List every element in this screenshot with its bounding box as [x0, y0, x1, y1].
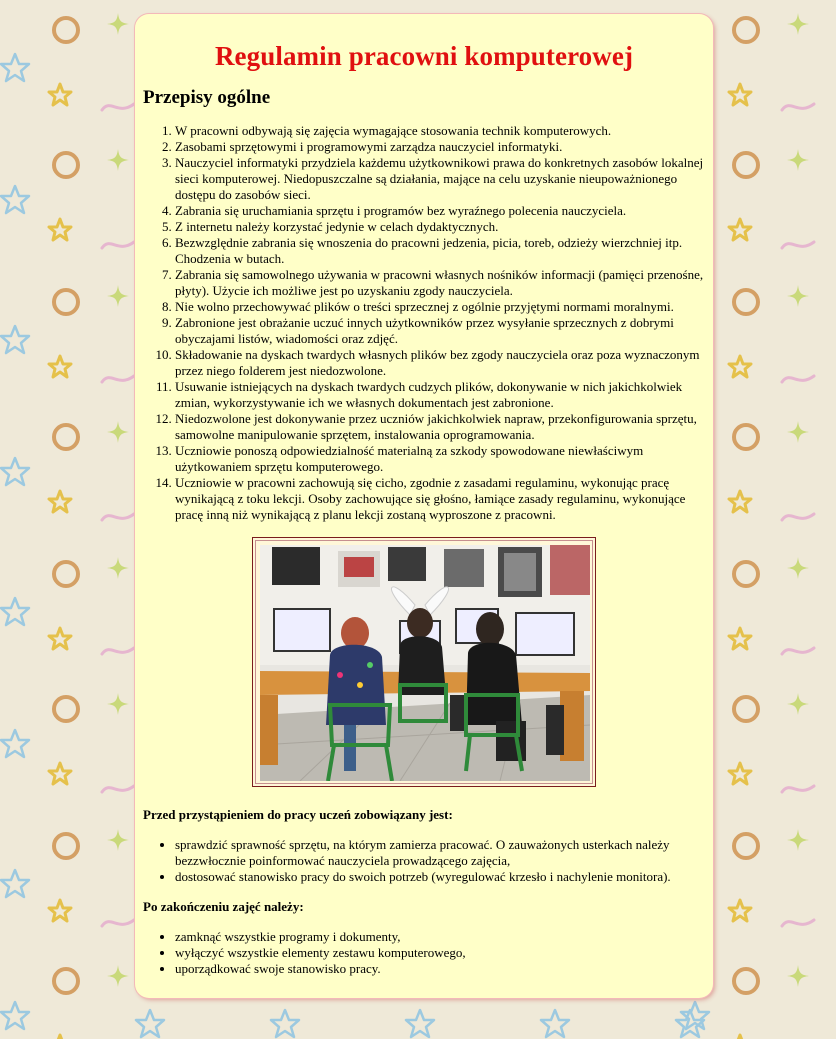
section-heading: Przepisy ogólne — [143, 87, 271, 108]
rule-item: 7. Zabrania się samowolnego używania w pracowni własnych nośników informacji (pamięci przenośne, płyty). Użycie ich możliwe jest po uzyskaniu zgody nauczyciela. — [175, 267, 705, 299]
rule-item: 3. Nauczyciel informatyki przydziela każdemu użytkownikowi prawa do konkretnych zasobów lokalnej sieci komputerowej. Niedopuszczalne są działania, mające na celu uzyskanie nieupoważnionego dostępu do zasobów sieci. — [175, 155, 705, 203]
rule-item: 4. Zabrania się uruchamiania sprzętu i programów bez wyraźnego polecenia nauczyciela. — [175, 203, 705, 219]
content-panel — [135, 14, 713, 998]
list-item: • wyłączyć wszystkie elementy zestawu komputerowego, — [175, 945, 705, 961]
list-item: • zamknąć wszystkie programy i dokumenty, — [175, 929, 705, 945]
list-item: • uporządkować swoje stanowisko pracy. — [175, 961, 705, 977]
rule-item: 6. Bezwzględnie zabrania się wnoszenia do pracowni jedzenia, picia, toreb, odzieży wierzchniej itp. Chodzenia w butach. — [175, 235, 705, 267]
rule-item: 2. Zasobami sprzętowymi i programowymi zarządza nauczyciel informatyki. — [175, 139, 705, 155]
rule-item: 13. Uczniowie ponoszą odpowiedzialność materialną za szkody spowodowane niewłaściwym użytkowaniem sprzętu komputerowego. — [175, 443, 705, 475]
page-title: Regulamin pracowni komputerowej — [214, 41, 634, 71]
rule-item: 1. W pracowni odbywają się zajęcia wymagające stosowania technik komputerowych. — [175, 123, 705, 139]
rule-item: 9. Zabronione jest obrażanie uczuć innych użytkowników przez wysyłanie sprzecznych z dobrymi obyczajami listów, wiadomości oraz zdjęć. — [175, 315, 705, 347]
lab-photo-frame — [252, 537, 596, 787]
rule-item: 14. Uczniowie w pracowni zachowują się cicho, zgodnie z zasadami regulaminu, wykonując pracę wynikającą z toku lekcji. Osoby zachowujące się głośno, łamiące zasady regulaminu, wykonujące pracę inną niż wynikającą z planu lekcji zostaną wyproszone z pracowni. — [175, 475, 705, 523]
rule-item: 10. Składowanie na dyskach twardych własnych plików bez zgody nauczyciela oraz poza wyznaczonym przez niego folderem jest niedozwolone. — [175, 347, 705, 379]
list-item: • dostosować stanowisko pracy do swoich potrzeb (wyregulować krzesło i nachylenie monitora). — [175, 869, 705, 885]
rule-item: 5. Z internetu należy korzystać jedynie w celach dydaktycznych. — [175, 219, 705, 235]
rule-item: 8. Nie wolno przechowywać plików o treści sprzecznej z ogólnie przyjętymi normami moralnymi. — [175, 299, 705, 315]
after-class-list — [143, 929, 705, 977]
after-class-heading: Po zakończeniu zajęć należy: — [143, 899, 304, 914]
list-item: • sprawdzić sprawność sprzętu, na którym zamierza pracować. O zauważonych usterkach należy bezzwłocznie poinformować nauczyciela prowadzącego zajęcia, — [175, 837, 705, 869]
before-work-heading: Przed przystąpieniem do pracy uczeń zobowiązany jest: — [143, 807, 453, 822]
rules-list — [143, 123, 705, 523]
before-work-list — [143, 837, 705, 885]
rule-item: 11. Usuwanie istniejących na dyskach twardych cudzych plików, dokonywanie w nich jakichkolwiek zmian, wykorzystywanie ich we własnych dokumentach jest zabronione. — [175, 379, 705, 411]
rule-item: 12. Niedozwolone jest dokonywanie przez uczniów jakichkolwiek napraw, przekonfigurowania sprzętu, samowolne manipulowanie sprzętem, instalowania oprogramowania. — [175, 411, 705, 443]
lab-photo — [260, 545, 590, 781]
